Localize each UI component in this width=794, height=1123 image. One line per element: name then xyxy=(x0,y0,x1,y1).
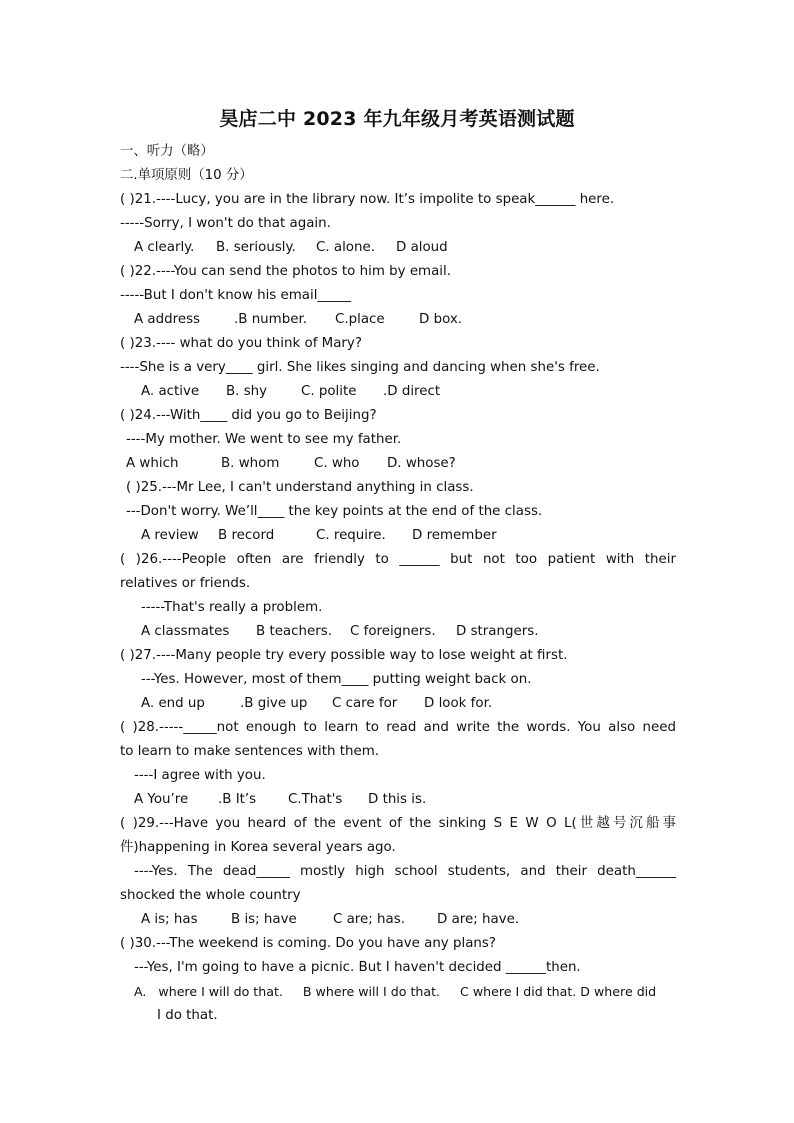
option-d: .D direct xyxy=(383,384,441,399)
option-c: C foreigners. xyxy=(350,624,436,639)
question-28-stem-line2: to learn to make sentences with them. xyxy=(120,744,380,759)
option-c: C. require. xyxy=(316,528,386,543)
option-b: B record xyxy=(218,528,275,543)
question-24-reply: ----My mother. We went to see my father. xyxy=(126,432,402,447)
page-title: 昊店二中 2023 年九年级月考英语测试题 xyxy=(219,108,575,130)
question-24-options xyxy=(120,452,676,476)
question-29-reply-line1: ----Yes. The dead_____ mostly high school students, and their death______ xyxy=(134,864,676,879)
question-21-reply: -----Sorry, I won't do that again. xyxy=(120,216,331,231)
option-b: B is; have xyxy=(231,912,297,927)
question-30-options-line2: I do that. xyxy=(157,1008,218,1023)
option-d: D remember xyxy=(412,528,497,543)
question-29-options xyxy=(120,908,676,932)
question-28-options xyxy=(120,788,676,812)
question-21-options xyxy=(120,236,676,260)
question-22-reply: -----But I don't know his email_____ xyxy=(120,288,351,303)
option-d: D aloud xyxy=(396,240,448,255)
question-23-options xyxy=(120,380,676,404)
question-29-stem-line1: ( )29.---Have you heard of the event of the sinking S E W O L(世越号沉船事 xyxy=(120,816,676,831)
question-24-stem: ( )24.---With____ did you go to Beijing? xyxy=(120,408,377,423)
option-b: .B It’s xyxy=(218,792,257,807)
option-d: D. whose? xyxy=(387,456,456,471)
option-d: D strangers. xyxy=(456,624,539,639)
question-23-stem: ( )23.---- what do you think of Mary? xyxy=(120,336,362,351)
question-25-stem: ( )25.---Mr Lee, I can't understand anything in class. xyxy=(126,480,474,495)
question-21-stem: ( )21.----Lucy, you are in the library now. It’s impolite to speak______ here. xyxy=(120,192,615,207)
option-c: C. polite xyxy=(301,384,357,399)
section-listening: 一、听力（略） xyxy=(120,144,214,159)
option-d: D are; have. xyxy=(437,912,520,927)
question-26-options xyxy=(120,620,676,644)
question-25-options xyxy=(120,524,676,548)
question-23-reply: ----She is a very____ girl. She likes singing and dancing when she's free. xyxy=(120,360,600,375)
question-30-reply: ---Yes, I'm going to have a picnic. But I haven't decided ______then. xyxy=(134,960,581,975)
option-b: .B give up xyxy=(240,696,308,711)
option-a: A. active xyxy=(141,384,200,399)
question-26-stem-line2: relatives or friends. xyxy=(120,576,251,591)
question-30-options-line1: A. where I will do that. B where will I do that. C where I did that. D where did xyxy=(134,984,657,999)
question-29-reply-line2: shocked the whole country xyxy=(120,888,301,903)
option-a: A clearly. xyxy=(134,240,195,255)
exam-content xyxy=(120,140,676,1028)
option-b: B teachers. xyxy=(256,624,332,639)
option-a: A which xyxy=(126,456,179,471)
question-22-stem: ( )22.----You can send the photos to him by email. xyxy=(120,264,452,279)
option-c: C. alone. xyxy=(316,240,375,255)
question-29-stem-line2: 件)happening in Korea several years ago. xyxy=(120,840,396,855)
option-a: A is; has xyxy=(141,912,198,927)
question-27-options xyxy=(120,692,676,716)
option-b: B. whom xyxy=(221,456,280,471)
question-26-stem-line1: ( )26.----People often are friendly to ______ but not too patient with their xyxy=(120,552,676,567)
option-d: D this is. xyxy=(368,792,427,807)
option-b: B. seriously. xyxy=(216,240,296,255)
option-a: A review xyxy=(141,528,199,543)
option-c: C care for xyxy=(332,696,398,711)
question-26-reply: -----That's really a problem. xyxy=(141,600,323,615)
option-d: D look for. xyxy=(424,696,493,711)
section-single-choice: 二.单项原则（10 分） xyxy=(120,168,253,183)
question-27-stem: ( )27.----Many people try every possible way to lose weight at first. xyxy=(120,648,568,663)
option-c: C. who xyxy=(314,456,360,471)
question-30-stem: ( )30.---The weekend is coming. Do you have any plans? xyxy=(120,936,496,951)
option-c: C.place xyxy=(335,312,385,327)
option-c: C are; has. xyxy=(333,912,405,927)
option-b: B. shy xyxy=(226,384,268,399)
question-28-reply: ----I agree with you. xyxy=(134,768,266,783)
question-22-options xyxy=(120,308,676,332)
option-a: A address xyxy=(134,312,201,327)
option-a: A classmates xyxy=(141,624,230,639)
question-28-stem-line1: ( )28.-----_____not enough to learn to read and write the words. You also need xyxy=(120,720,676,735)
option-b: .B number. xyxy=(234,312,307,327)
option-a: A You’re xyxy=(134,792,189,807)
question-27-reply: ---Yes. However, most of them____ putting weight back on. xyxy=(141,672,532,687)
option-d: D box. xyxy=(419,312,463,327)
option-a: A. end up xyxy=(141,696,205,711)
question-25-reply: ---Don't worry. We’ll____ the key points at the end of the class. xyxy=(126,504,543,519)
option-c: C.That's xyxy=(288,792,343,807)
